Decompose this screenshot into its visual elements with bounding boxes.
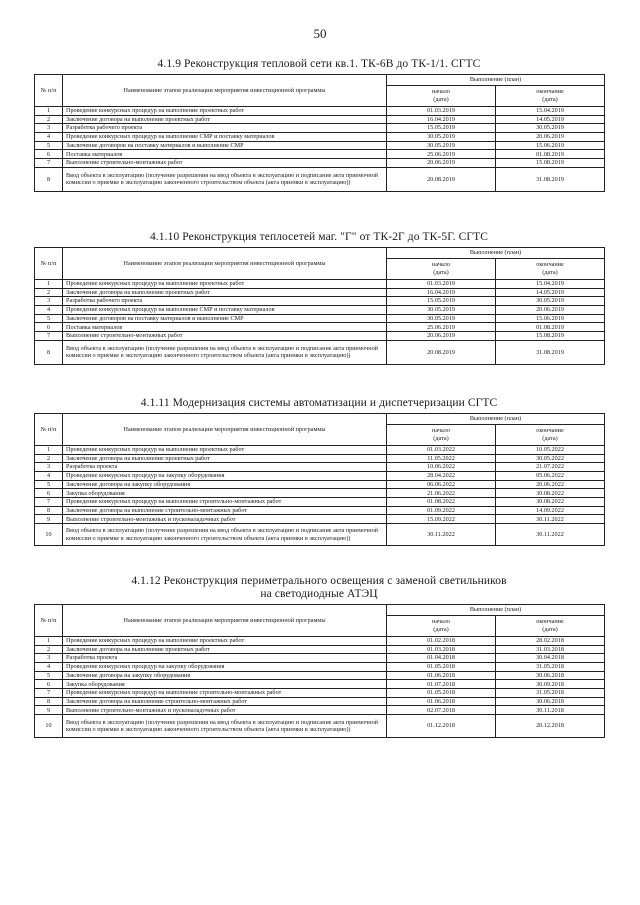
row-number: 8 bbox=[35, 506, 63, 515]
row-end-date: 21.07.2022 bbox=[496, 463, 605, 472]
row-start-date: 01.08.2022 bbox=[387, 498, 496, 507]
row-stage-name: Проведение конкурсных процедур на выполнение проектных работ bbox=[63, 636, 387, 645]
row-stage-name: Проведение конкурсных процедур на закупку оборудования bbox=[63, 472, 387, 481]
row-stage-name: Проведение конкурсных процедур на выполнение строительно-монтажных работ bbox=[63, 498, 387, 507]
row-number: 4 bbox=[35, 306, 63, 315]
header-row bbox=[35, 248, 605, 259]
schedule-table bbox=[34, 247, 605, 365]
row-number: 1 bbox=[35, 636, 63, 645]
row-start-date: 21.06.2022 bbox=[387, 489, 496, 498]
header-row bbox=[35, 75, 605, 86]
table-row bbox=[35, 489, 605, 498]
row-number: 2 bbox=[35, 454, 63, 463]
row-number: 4 bbox=[35, 133, 63, 142]
section-title bbox=[34, 575, 604, 601]
section-title bbox=[34, 231, 604, 244]
row-stage-name: Заключение договора на закупку оборудования bbox=[63, 480, 387, 489]
row-start-date: 20.08.2019 bbox=[387, 167, 496, 191]
row-start-date: 01.07.2018 bbox=[387, 680, 496, 689]
row-start-date: 30.05.2019 bbox=[387, 133, 496, 142]
row-stage-name: Заключение договора на выполнение проектных работ bbox=[63, 115, 387, 124]
table-row bbox=[35, 663, 605, 672]
row-stage-name: Проведение конкурсных процедур на выполнение проектных работ bbox=[63, 106, 387, 115]
row-start-date: 15.05.2019 bbox=[387, 297, 496, 306]
row-start-date: 20.08.2019 bbox=[387, 340, 496, 364]
row-end-date: 20.06.2019 bbox=[496, 133, 605, 142]
header-start-unit: (дата) bbox=[433, 625, 449, 633]
table-row bbox=[35, 314, 605, 323]
header-end bbox=[496, 424, 605, 445]
row-number: 1 bbox=[35, 445, 63, 454]
row-end-date: 30.11.2022 bbox=[496, 524, 605, 546]
table-row bbox=[35, 706, 605, 715]
table-row bbox=[35, 159, 605, 168]
row-start-date: 15.05.2019 bbox=[387, 124, 496, 133]
table-row bbox=[35, 141, 605, 150]
row-start-date: 10.06.2022 bbox=[387, 463, 496, 472]
table-row bbox=[35, 654, 605, 663]
row-end-date: 31.03.2018 bbox=[496, 645, 605, 654]
row-start-date: 30.05.2019 bbox=[387, 306, 496, 315]
row-stage-name: Выполнение строительно-монтажных работ bbox=[63, 159, 387, 168]
row-stage-name: Проведение конкурсных процедур на выполнение проектных работ bbox=[63, 445, 387, 454]
row-stage-name: Заключение договора на выполнение строительно-монтажных работ bbox=[63, 697, 387, 706]
section-title bbox=[34, 58, 604, 71]
row-stage-name: Закупка оборудования bbox=[63, 680, 387, 689]
row-number: 10 bbox=[35, 524, 63, 546]
row-start-date: 30.11.2022 bbox=[387, 524, 496, 546]
row-number: 10 bbox=[35, 715, 63, 738]
header-end-unit: (дата) bbox=[542, 268, 558, 276]
section-title-line: 4.1.12 Реконструкция периметрального освещения с заменой светильников bbox=[131, 575, 507, 587]
row-stage-name: Выполнение строительно-монтажных и пусконаладочных работ bbox=[63, 515, 387, 524]
row-stage-name: Закупка оборудования bbox=[63, 489, 387, 498]
table-row bbox=[35, 671, 605, 680]
row-start-date: 01.03.2018 bbox=[387, 645, 496, 654]
table-row bbox=[35, 124, 605, 133]
header-start-unit: (дата) bbox=[433, 268, 449, 276]
row-stage-name: Заключение договора на закупку оборудования bbox=[63, 671, 387, 680]
table-row bbox=[35, 332, 605, 341]
header-end bbox=[496, 615, 605, 636]
table-row bbox=[35, 680, 605, 689]
header-performance: Выполнение (план) bbox=[387, 414, 605, 425]
header-performance: Выполнение (план) bbox=[387, 75, 605, 86]
row-number: 2 bbox=[35, 288, 63, 297]
section-title-line: 4.1.10 Реконструкция теплосетей маг. "Г" от ТК-2Г до ТК-5Г. СГТС bbox=[149, 231, 489, 243]
row-number: 5 bbox=[35, 141, 63, 150]
section-4-1-9 bbox=[34, 58, 604, 192]
row-end-date: 30.11.2022 bbox=[496, 515, 605, 524]
table-row bbox=[35, 454, 605, 463]
header-end bbox=[496, 85, 605, 106]
row-number: 6 bbox=[35, 323, 63, 332]
row-end-date: 01.08.2019 bbox=[496, 323, 605, 332]
row-stage-name: Заключение договора на выполнение проектных работ bbox=[63, 288, 387, 297]
row-end-date: 20.06.2022 bbox=[496, 480, 605, 489]
section-4-1-10 bbox=[34, 231, 604, 365]
row-start-date: 28.04.2022 bbox=[387, 472, 496, 481]
header-name: Наименование этапов реализации мероприятия инвестиционной программы bbox=[63, 605, 387, 637]
row-end-date: 31.05.2018 bbox=[496, 663, 605, 672]
row-stage-name: Ввод объекта в эксплуатацию (получение разрешения на ввод объекта в эксплуатацию и подписание акта приемочной комиссии о приемке в эксплуатацию законченного строительством объекта (акта приемки в эксплуатацию)) bbox=[63, 715, 387, 738]
row-stage-name: Заключение договоров на поставку материалов и выполнение СМР bbox=[63, 314, 387, 323]
header-end-unit: (дата) bbox=[542, 434, 558, 442]
table-row bbox=[35, 279, 605, 288]
row-stage-name: Ввод объекта в эксплуатацию (получение разрешения на ввод объекта в эксплуатацию и подписание акта приемочной комиссии о приемке в эксплуатацию законченного строительством объекта (акта приемки в эксплуатацию)) bbox=[63, 167, 387, 191]
row-end-date: 30.08.2022 bbox=[496, 489, 605, 498]
header-name: Наименование этапов реализации мероприятия инвестиционной программы bbox=[63, 414, 387, 446]
table-row bbox=[35, 697, 605, 706]
header-start-label: начало bbox=[432, 261, 450, 269]
row-start-date: 30.05.2019 bbox=[387, 141, 496, 150]
row-stage-name: Выполнение строительно-монтажных и пусконаладочных работ bbox=[63, 706, 387, 715]
table-row bbox=[35, 645, 605, 654]
row-end-date: 28.02.2018 bbox=[496, 636, 605, 645]
row-number: 7 bbox=[35, 689, 63, 698]
row-number: 8 bbox=[35, 340, 63, 364]
section-title-line: 4.1.11 Модернизация системы автоматизации и диспетчеризации СГТС bbox=[140, 397, 498, 409]
row-start-date: 16.04.2019 bbox=[387, 288, 496, 297]
row-number: 6 bbox=[35, 150, 63, 159]
row-end-date: 20.06.2019 bbox=[496, 306, 605, 315]
table-row bbox=[35, 323, 605, 332]
row-stage-name: Ввод объекта в эксплуатацию (получение разрешения на ввод объекта в эксплуатацию и подписание акта приемочной комиссии о приемке в эксплуатацию законченного строительством объекта (акта приемки в эксплуатацию)) bbox=[63, 340, 387, 364]
header-start bbox=[387, 258, 496, 279]
row-number: 3 bbox=[35, 463, 63, 472]
row-start-date: 01.05.2018 bbox=[387, 663, 496, 672]
row-number: 8 bbox=[35, 697, 63, 706]
row-start-date: 01.05.2018 bbox=[387, 689, 496, 698]
row-number: 4 bbox=[35, 472, 63, 481]
row-start-date: 01.12.2018 bbox=[387, 715, 496, 738]
row-stage-name: Разработка проекта bbox=[63, 654, 387, 663]
header-start-label: начало bbox=[432, 88, 450, 96]
section-4-1-11 bbox=[34, 397, 604, 546]
header-start bbox=[387, 424, 496, 445]
row-start-date: 01.03.2022 bbox=[387, 445, 496, 454]
row-number: 7 bbox=[35, 159, 63, 168]
table-row bbox=[35, 167, 605, 191]
header-name: Наименование этапов реализации мероприятия инвестиционной программы bbox=[63, 248, 387, 280]
page-number: 50 bbox=[313, 26, 327, 41]
table-row bbox=[35, 472, 605, 481]
row-start-date: 20.06.2019 bbox=[387, 332, 496, 341]
row-stage-name: Заключение договора на выполнение строительно-монтажных работ bbox=[63, 506, 387, 515]
row-start-date: 20.06.2019 bbox=[387, 159, 496, 168]
row-number: 9 bbox=[35, 515, 63, 524]
row-stage-name: Заключение договора на выполнение проектных работ bbox=[63, 645, 387, 654]
header-end-label: окончание bbox=[536, 427, 564, 435]
section-title-line: на светодиодные АТЭЦ bbox=[260, 588, 378, 600]
table-row bbox=[35, 106, 605, 115]
row-start-date: 11.05.2022 bbox=[387, 454, 496, 463]
header-start-unit: (дата) bbox=[433, 434, 449, 442]
table-row bbox=[35, 297, 605, 306]
row-start-date: 30.05.2019 bbox=[387, 314, 496, 323]
row-number: 1 bbox=[35, 106, 63, 115]
row-start-date: 01.04.2018 bbox=[387, 654, 496, 663]
row-end-date: 14.09.2022 bbox=[496, 506, 605, 515]
row-stage-name: Поставка материалов bbox=[63, 323, 387, 332]
row-number: 3 bbox=[35, 297, 63, 306]
row-start-date: 01.09.2022 bbox=[387, 506, 496, 515]
row-stage-name: Проведение конкурсных процедур на выполнение проектных работ bbox=[63, 279, 387, 288]
table-row bbox=[35, 445, 605, 454]
table-row bbox=[35, 463, 605, 472]
header-row bbox=[35, 414, 605, 425]
row-end-date: 01.08.2019 bbox=[496, 150, 605, 159]
row-end-date: 15.04.2019 bbox=[496, 279, 605, 288]
row-start-date: 02.07.2018 bbox=[387, 706, 496, 715]
row-end-date: 15.08.2019 bbox=[496, 332, 605, 341]
header-end-label: окончание bbox=[536, 261, 564, 269]
row-start-date: 25.06.2019 bbox=[387, 150, 496, 159]
row-start-date: 25.06.2019 bbox=[387, 323, 496, 332]
table-row bbox=[35, 636, 605, 645]
row-start-date: 01.03.2019 bbox=[387, 279, 496, 288]
header-start-label: начало bbox=[432, 427, 450, 435]
table-row bbox=[35, 515, 605, 524]
header-performance: Выполнение (план) bbox=[387, 248, 605, 259]
row-start-date: 01.02.2018 bbox=[387, 636, 496, 645]
row-start-date: 01.06.2018 bbox=[387, 697, 496, 706]
row-number: 2 bbox=[35, 115, 63, 124]
row-number: 5 bbox=[35, 314, 63, 323]
row-stage-name: Разработка проекта bbox=[63, 463, 387, 472]
schedule-table bbox=[34, 74, 605, 192]
section-4-1-12 bbox=[34, 575, 604, 738]
table-row bbox=[35, 340, 605, 364]
row-end-date: 15.08.2019 bbox=[496, 159, 605, 168]
row-end-date: 14.05.2019 bbox=[496, 115, 605, 124]
row-start-date: 01.06.2018 bbox=[387, 671, 496, 680]
row-stage-name: Проведение конкурсных процедур на выполнение СМР и поставку материалов bbox=[63, 306, 387, 315]
header-num: № п/п bbox=[35, 605, 63, 637]
row-stage-name: Разработка рабочего проекта bbox=[63, 124, 387, 133]
row-end-date: 30.09.2018 bbox=[496, 680, 605, 689]
row-stage-name: Выполнение строительно-монтажных работ bbox=[63, 332, 387, 341]
row-number: 3 bbox=[35, 654, 63, 663]
row-stage-name: Разработка рабочего проекта bbox=[63, 297, 387, 306]
row-end-date: 30.06.2018 bbox=[496, 671, 605, 680]
header-num: № п/п bbox=[35, 248, 63, 280]
row-end-date: 30.05.2019 bbox=[496, 124, 605, 133]
row-end-date: 31.08.2019 bbox=[496, 167, 605, 191]
header-end-unit: (дата) bbox=[542, 95, 558, 103]
schedule-table bbox=[34, 413, 605, 546]
table-row bbox=[35, 480, 605, 489]
table-row bbox=[35, 689, 605, 698]
header-end bbox=[496, 258, 605, 279]
header-num: № п/п bbox=[35, 414, 63, 446]
section-title bbox=[34, 397, 604, 410]
row-number: 8 bbox=[35, 167, 63, 191]
table-row bbox=[35, 524, 605, 546]
row-number: 4 bbox=[35, 663, 63, 672]
table-row bbox=[35, 115, 605, 124]
row-end-date: 30.06.2018 bbox=[496, 697, 605, 706]
header-start-unit: (дата) bbox=[433, 95, 449, 103]
row-end-date: 31.08.2019 bbox=[496, 340, 605, 364]
row-start-date: 01.03.2019 bbox=[387, 106, 496, 115]
table-row bbox=[35, 715, 605, 738]
header-start-label: начало bbox=[432, 618, 450, 626]
row-end-date: 15.06.2019 bbox=[496, 314, 605, 323]
header-name: Наименование этапов реализации мероприятия инвестиционной программы bbox=[63, 75, 387, 107]
table-row bbox=[35, 306, 605, 315]
row-end-date: 15.06.2019 bbox=[496, 141, 605, 150]
section-title-line: 4.1.9 Реконструкция тепловой сети кв.1. ТК-6В до ТК-1/1. СГТС bbox=[157, 58, 481, 70]
row-end-date: 20.12.2018 bbox=[496, 715, 605, 738]
row-number: 6 bbox=[35, 680, 63, 689]
row-stage-name: Заключение договора на выполнение проектных работ bbox=[63, 454, 387, 463]
row-end-date: 30.08.2022 bbox=[496, 498, 605, 507]
row-number: 7 bbox=[35, 498, 63, 507]
row-end-date: 31.05.2018 bbox=[496, 689, 605, 698]
header-performance: Выполнение (план) bbox=[387, 605, 605, 616]
row-number: 5 bbox=[35, 671, 63, 680]
row-end-date: 30.04.2018 bbox=[496, 654, 605, 663]
row-number: 1 bbox=[35, 279, 63, 288]
row-start-date: 15.09.2022 bbox=[387, 515, 496, 524]
header-row bbox=[35, 605, 605, 616]
row-end-date: 30.05.2022 bbox=[496, 454, 605, 463]
header-num: № п/п bbox=[35, 75, 63, 107]
row-stage-name: Проведение конкурсных процедур на закупку оборудования bbox=[63, 663, 387, 672]
row-end-date: 14.05.2019 bbox=[496, 288, 605, 297]
row-end-date: 15.04.2019 bbox=[496, 106, 605, 115]
header-end-label: окончание bbox=[536, 88, 564, 96]
row-number: 2 bbox=[35, 645, 63, 654]
row-end-date: 30.05.2019 bbox=[496, 297, 605, 306]
row-end-date: 30.11.2018 bbox=[496, 706, 605, 715]
table-row bbox=[35, 288, 605, 297]
row-stage-name: Поставка материалов bbox=[63, 150, 387, 159]
row-number: 9 bbox=[35, 706, 63, 715]
header-start bbox=[387, 85, 496, 106]
row-stage-name: Проведение конкурсных процедур на выполнение СМР и поставку материалов bbox=[63, 133, 387, 142]
table-row bbox=[35, 133, 605, 142]
table-row bbox=[35, 150, 605, 159]
row-start-date: 06.06.2022 bbox=[387, 480, 496, 489]
table-row bbox=[35, 506, 605, 515]
row-number: 6 bbox=[35, 489, 63, 498]
row-number: 7 bbox=[35, 332, 63, 341]
row-number: 3 bbox=[35, 124, 63, 133]
row-number: 5 bbox=[35, 480, 63, 489]
row-end-date: 05.06.2022 bbox=[496, 472, 605, 481]
header-end-unit: (дата) bbox=[542, 625, 558, 633]
row-stage-name: Проведение конкурсных процедур на выполнение строительно-монтажных работ bbox=[63, 689, 387, 698]
row-stage-name: Заключение договоров на поставку материалов и выполнение СМР bbox=[63, 141, 387, 150]
table-row bbox=[35, 498, 605, 507]
header-start bbox=[387, 615, 496, 636]
row-stage-name: Ввод объекта в эксплуатацию (получение разрешения на ввод объекта в эксплуатацию и подписание акта приемочной комиссии о приемке в эксплуатацию законченного строительством объекта (акта приемки в эксплуатацию)) bbox=[63, 524, 387, 546]
schedule-table bbox=[34, 604, 605, 738]
header-end-label: окончание bbox=[536, 618, 564, 626]
row-start-date: 16.04.2019 bbox=[387, 115, 496, 124]
row-end-date: 10.05.2022 bbox=[496, 445, 605, 454]
